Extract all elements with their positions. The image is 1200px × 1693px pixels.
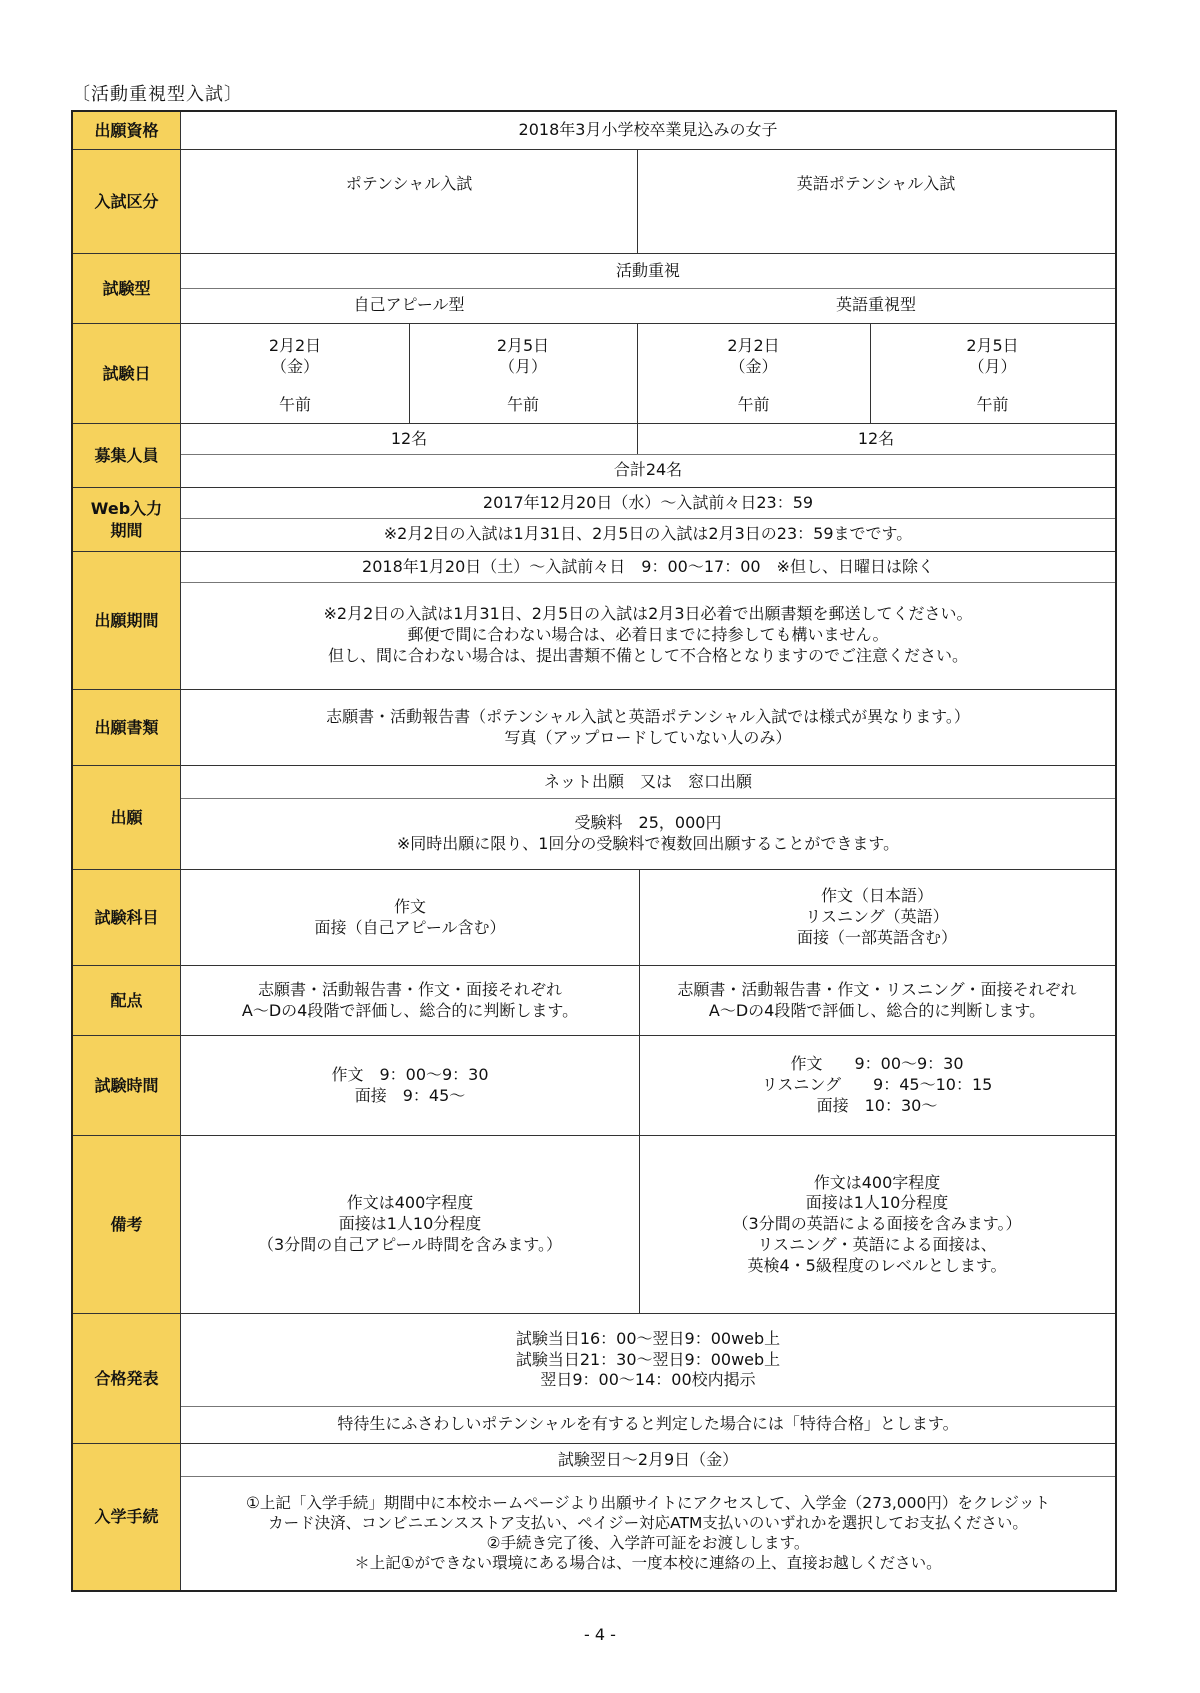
row-label: 合格発表 [73, 1314, 181, 1443]
row-label: 試験時間 [73, 1036, 181, 1135]
subjects-left: 作文 面接（自己アピール含む） [314, 896, 506, 937]
results-note: 特待生にふさわしいポテンシャルを有すると判定した場合には「特待合格」とします。 [337, 1414, 959, 1434]
row-label: 出願書類 [73, 690, 181, 765]
row-exam-type [73, 254, 1115, 324]
capacity-total: 合計24名 [613, 460, 683, 480]
exam-date-2 [409, 330, 637, 384]
row-label: 出願期間 [73, 552, 181, 689]
row-label: 試験科目 [73, 870, 181, 965]
row-results [73, 1314, 1115, 1444]
scoring-right: 志願書・活動報告書・作文・リスニング・面接それぞれ A～Dの4段階で評価し、総合的に判断します。 [677, 979, 1077, 1020]
exam-time-4: 午前 [976, 395, 1009, 415]
row-capacity [73, 424, 1115, 488]
remarks-right: 作文は400字程度 面接は1人10分程度 （3分間の英語による面接を含みます。） リスニング・英語による面接は、 英検4・5級程度のレベルとします。 [732, 1172, 1022, 1275]
day-text: （金） [270, 357, 319, 376]
category-right: 英語ポテンシャル入試 [796, 173, 956, 193]
web-entry-note: ※2月2日の入試は1月31日、2月5日の入試は2月3日の23：59までです。 [383, 524, 913, 544]
row-web-entry [73, 488, 1115, 552]
row-label: 募集人員 [73, 424, 181, 487]
row-label: 備考 [73, 1136, 181, 1313]
day-text: （月） [968, 357, 1017, 376]
application-method: ネット出願 又は 窓口出願 [543, 771, 752, 791]
row-subjects [73, 870, 1115, 966]
application-fee: 受験料 25，000円 ※同時出願に限り、1回分の受験料で複数回出願することができます。 [396, 812, 900, 853]
row-label: 入試区分 [73, 150, 181, 253]
date-text: 2月5日 [966, 336, 1019, 356]
row-label: 出願資格 [73, 112, 181, 149]
row-label [73, 488, 181, 551]
row-application [73, 766, 1115, 870]
application-period-note: ※2月2日の入試は1月31日、2月5日の入試は2月3日必着で出願書類を郵送してください。 郵便で間に合わない場合は、必着日までに持参しても構いません。 但し、間に合わない場合は、提出書類不備として不合格となりますのでご注意ください。 [323, 604, 973, 665]
scoring-left: 志願書・活動報告書・作文・面接それぞれ A～Dの4段階で評価し、総合的に判断します。 [241, 979, 579, 1020]
row-label: 試験日 [73, 324, 181, 423]
row-category [73, 150, 1115, 254]
enrollment-period: 試験翌日～2月9日（金） [557, 1449, 739, 1469]
row-application-period [73, 552, 1115, 690]
date-text: 2月2日 [727, 336, 780, 356]
admission-table [71, 110, 1117, 1592]
category-left: ポテンシャル入試 [345, 173, 473, 193]
exam-time-1: 午前 [278, 395, 311, 415]
row-label: 出願 [73, 766, 181, 869]
page-number: - 4 - [584, 1625, 616, 1644]
label-line: 期間 [110, 520, 143, 540]
exam-time-right: 作文 9：00～9：30 リスニング 9：45～10：15 面接 10：30～ [761, 1054, 993, 1115]
subjects-right: 作文（日本語） リスニング（英語） 面接（一部英語含む） [796, 886, 957, 947]
day-text: （金） [729, 357, 778, 376]
capacity-left: 12名 [390, 428, 428, 448]
exam-type-top: 活動重視 [615, 260, 680, 280]
exam-time-3: 午前 [737, 395, 770, 415]
capacity-right: 12名 [857, 428, 895, 448]
exam-type-right: 英語重視型 [835, 295, 916, 315]
exam-type-left: 自己アピール型 [353, 295, 465, 315]
row-exam-date [73, 324, 1115, 424]
exam-date-4 [870, 330, 1115, 384]
row-exam-time [73, 1036, 1115, 1136]
exam-date-1 [181, 330, 409, 384]
row-scoring [73, 966, 1115, 1036]
date-text: 2月5日 [496, 336, 550, 356]
row-label: 配点 [73, 966, 181, 1035]
row-documents [73, 690, 1115, 766]
row-remarks [73, 1136, 1115, 1314]
qualification-text: 2018年3月小学校卒業見込みの女子 [518, 120, 778, 140]
label-line: Web入力 [90, 498, 163, 518]
exam-time-2: 午前 [506, 395, 539, 415]
row-label: 入学手続 [73, 1444, 181, 1590]
date-text: 2月2日 [268, 336, 322, 356]
row-qualification [73, 112, 1115, 150]
exam-time-left: 作文 9：00～9：30 面接 9：45～ [331, 1064, 489, 1105]
row-label: 試験型 [73, 254, 181, 323]
web-entry-period: 2017年12月20日（水）～入試前々日23：59 [482, 492, 814, 512]
day-text: （月） [498, 357, 547, 376]
exam-date-3 [637, 330, 870, 384]
section-title: 〔活動重視型入試〕 [72, 84, 243, 105]
results-schedule: 試験当日16：00～翌日9：00web上 試験当日21：30～翌日9：00web上 翌日9：00～14：00校内掲示 [515, 1328, 781, 1390]
remarks-left: 作文は400字程度 面接は1人10分程度 （3分間の自己アピール時間を含みます。） [258, 1193, 562, 1254]
documents-text: 志願書・活動報告書（ポテンシャル入試と英語ポテンシャル入試では様式が異なります。） 写真（アップロードしていない人のみ） [326, 706, 970, 747]
enrollment-text: ①上記「入学手続」期間中に本校ホームページより出願サイトにアクセスして、入学金（273,000円）をクレジット カード決済、コンビニエンスストア支払い、ペイジー対応ATM支払いのいずれかを選択してお支払ください。 ②手続き完了後、入学許可証をお渡しします。 ＊上記①ができない環境にある場合は、一度本校に連絡の上、直接お越しください。 [246, 1493, 1050, 1573]
application-period-range: 2018年1月20日（土）～入試前々日 9：00～17：00 ※但し、日曜日は除く [362, 556, 934, 576]
row-enrollment [73, 1444, 1115, 1590]
